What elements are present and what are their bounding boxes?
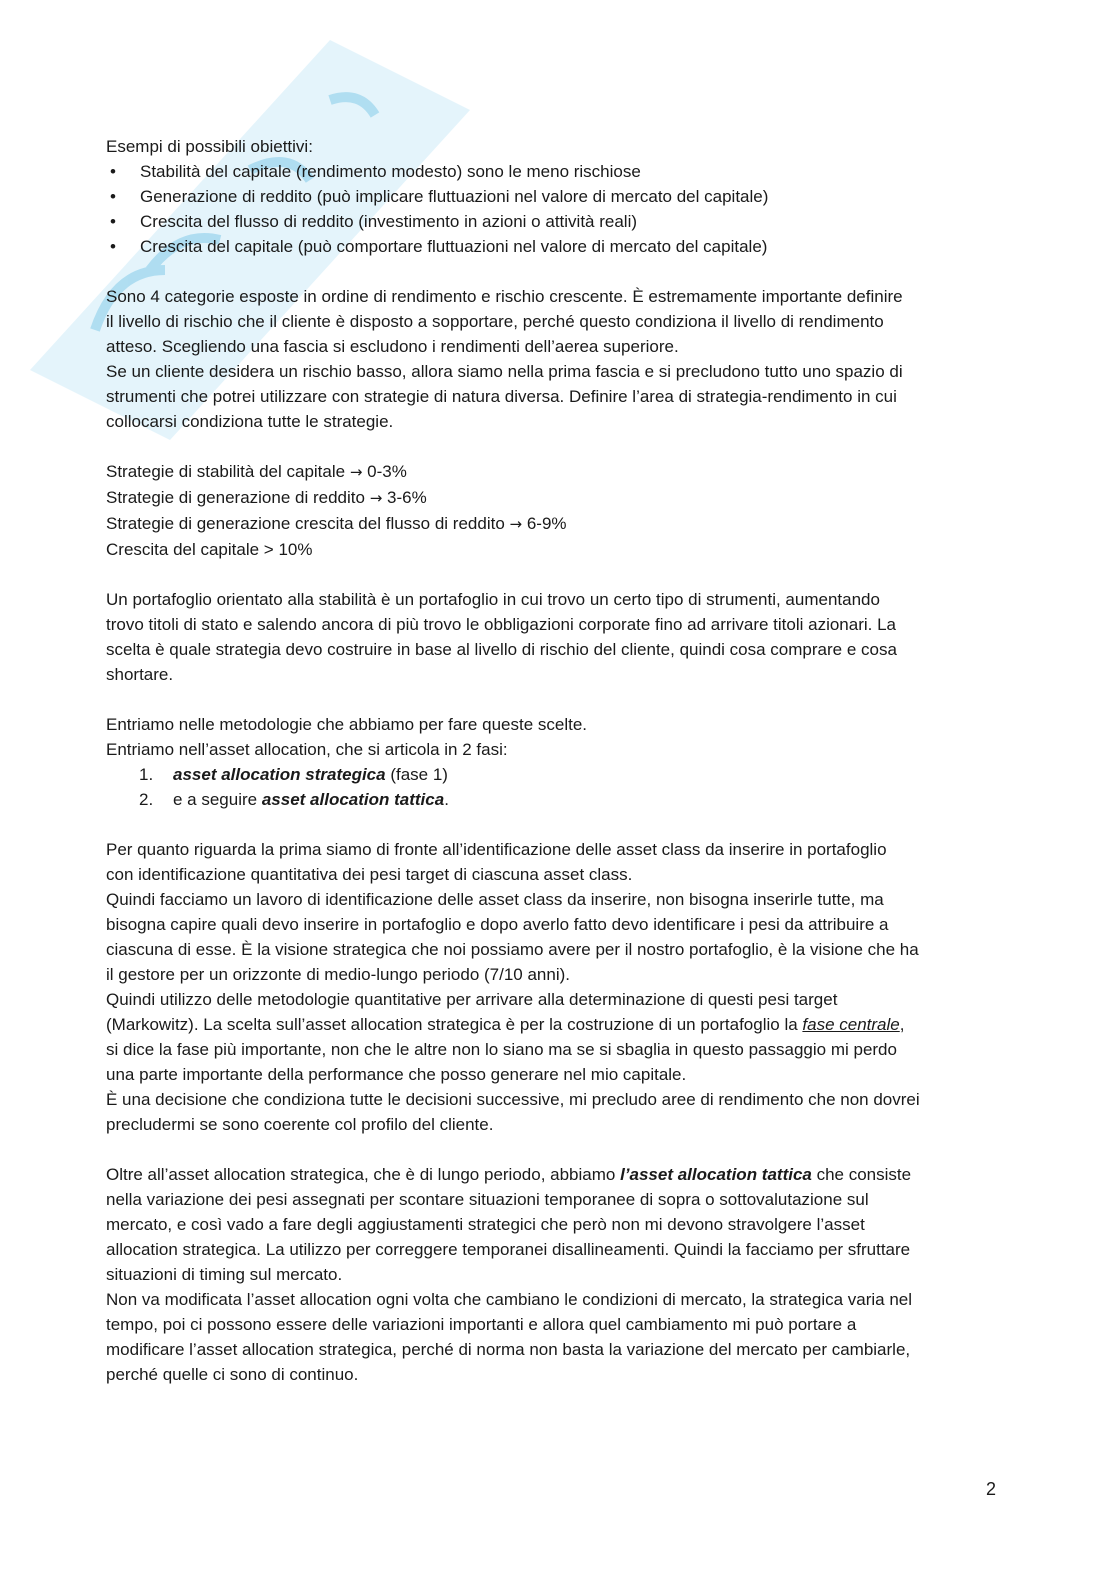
- text-line: [106, 1162, 1006, 1187]
- list-item: [106, 762, 1006, 787]
- strategy-label: Strategie di stabilità del capitale: [106, 462, 346, 481]
- text-line: È una decisione che condiziona tutte le decisioni successive, mi precludo aree di rendimento che non dovrei: [106, 1090, 920, 1109]
- list-item: • Crescita del flusso di reddito (investimento in azioni o attività reali): [106, 209, 1006, 234]
- list-item: • Generazione di reddito (può implicare fluttuazioni nel valore di mercato del capitale): [106, 184, 1006, 209]
- text-fragment: che consiste: [811, 1165, 912, 1184]
- strategy-label: Strategie di generazione crescita del flusso di reddito: [106, 514, 505, 533]
- text-line: Quindi utilizzo delle metodologie quantitative per arrivare alla determinazione di questi pesi target: [106, 990, 838, 1009]
- text-line: strumenti che potrei utilizzare con strategie di natura diversa. Definire l’area di strategia-rendimento in cui: [106, 387, 897, 406]
- text-line: trovo titoli di stato e salendo ancora di più trovo le obbligazioni corporate fino ad arrivare titoli azionari. La: [106, 615, 897, 634]
- emphasis-text: fase centrale: [802, 1015, 900, 1034]
- paragraph-portfolio: [106, 587, 1006, 687]
- text-line: collocarsi condiziona tutte le strategie.: [106, 412, 394, 431]
- text-line: shortare.: [106, 665, 174, 684]
- text-line: il gestore per un orizzonte di medio-lungo periodo (7/10 anni).: [106, 965, 570, 984]
- document-body: [106, 134, 1006, 1387]
- text-line: una parte importante della performance che posso generare nel mio capitale.: [106, 1065, 687, 1084]
- paragraph-strategic: [106, 837, 1006, 1137]
- strategy-line: Crescita del capitale > 10%: [106, 540, 313, 559]
- text-line: con identificazione quantitativa dei pesi target di ciascuna asset class.: [106, 865, 633, 884]
- text-line: Se un cliente desidera un rischio basso, allora siamo nella prima fascia e si precludono tutto uno spazio di: [106, 362, 903, 381]
- text-line: atteso. Scegliendo una fascia si escludono i rendimenti dell’aerea superiore.: [106, 337, 679, 356]
- arrow-right-icon: →: [369, 489, 383, 507]
- text-line: precludermi se sono coerente col profilo del cliente.: [106, 1115, 494, 1134]
- text-fragment: ,: [899, 1015, 905, 1034]
- emphasis-text: l’asset allocation tattica: [620, 1165, 812, 1184]
- text-line: Quindi facciamo un lavoro di identificazione delle asset class da inserire, non bisogna inserirle tutte, ma: [106, 890, 884, 909]
- strategy-label: Strategie di generazione di reddito: [106, 488, 365, 507]
- strategy-line: [106, 511, 1006, 537]
- text-line: tempo, poi ci possono essere delle variazioni importanti e allora quel cambiamento mi può portare a: [106, 1315, 857, 1334]
- text-line: Un portafoglio orientato alla stabilità è un portafoglio in cui trovo un certo tipo di strumenti, aumentando: [106, 590, 880, 609]
- page-number: 2: [986, 1479, 997, 1499]
- text-line: perché quelle ci sono di continuo.: [106, 1365, 359, 1384]
- paragraph-categories: [106, 284, 1006, 434]
- list-item: [106, 787, 1006, 812]
- text-line: nella variazione dei pesi assegnati per scontare situazioni temporanee di sopra o sottovalutazione sul: [106, 1190, 869, 1209]
- text-line: scelta è quale strategia devo costruire in base al livello di rischio del cliente, quindi cosa comprare e cosa: [106, 640, 897, 659]
- text-fragment: (Markowitz). La scelta sull’asset allocation strategica è per la costruzione di un portafoglio la: [106, 1015, 803, 1034]
- text-line: si dice la fase più importante, non che le altre non lo siano ma se si sbaglia in questo passaggio mi perdo: [106, 1040, 897, 1059]
- emphasis-text: asset allocation strategica: [173, 765, 386, 784]
- strategy-range: 6-9%: [526, 514, 567, 533]
- phases-list: [106, 762, 1006, 812]
- text-line: situazioni di timing sul mercato.: [106, 1265, 343, 1284]
- strategy-range: 0-3%: [367, 462, 407, 481]
- strategy-line: [106, 485, 1006, 511]
- text-line: mercato, e così vado a fare degli aggiustamenti strategici che però non mi devono stravolgere l’asset: [106, 1215, 865, 1234]
- text-line: Entriamo nell’asset allocation, che si articola in 2 fasi:: [106, 740, 508, 759]
- list-number: 1.: [139, 765, 154, 784]
- list-item: • Stabilità del capitale (rendimento modesto) sono le meno rischiose: [106, 159, 1006, 184]
- text-line: ciascuna di esse. È la visione strategica che noi possiamo avere per il nostro portafoglio, è la visione che ha: [106, 940, 919, 959]
- text-line: Non va modificata l’asset allocation ogni volta che cambiano le condizioni di mercato, la strategica varia nel: [106, 1290, 913, 1309]
- objectives-list: [106, 159, 1006, 259]
- list-number: 2.: [139, 790, 154, 809]
- emphasis-text: asset allocation tattica: [261, 790, 445, 809]
- text-line: Sono 4 categorie esposte in ordine di rendimento e rischio crescente. È estremamente importante definire: [106, 287, 903, 306]
- text-fragment: (fase 1): [385, 765, 448, 784]
- list-item: • Crescita del capitale (può comportare fluttuazioni nel valore di mercato del capitale): [106, 234, 1006, 259]
- text-line: Entriamo nelle metodologie che abbiamo per fare queste scelte.: [106, 715, 588, 734]
- paragraph-tactical: [106, 1162, 1006, 1387]
- text-line: modificare l’asset allocation strategica, perché di norma non basta la variazione del mercato per cambiarle,: [106, 1340, 911, 1359]
- text-fragment: Oltre all’asset allocation strategica, che è di lungo periodo, abbiamo: [106, 1165, 621, 1184]
- text-line: allocation strategica. La utilizzo per correggere temporanei disallineamenti. Quindi la facciamo per sfruttare: [106, 1240, 911, 1259]
- strategy-line: [106, 459, 1006, 485]
- text-fragment: .: [444, 790, 449, 809]
- strategy-range: 3-6%: [387, 488, 427, 507]
- text-line: [106, 1012, 1006, 1037]
- text-line: Per quanto riguarda la prima siamo di fronte all’identificazione delle asset class da inserire in portafoglio: [106, 840, 887, 859]
- text-line: il livello di rischio che il cliente è disposto a sopportare, perché questo condiziona il livello di rendimento: [106, 312, 884, 331]
- text-fragment: e a seguire: [173, 790, 262, 809]
- arrow-right-icon: →: [509, 515, 523, 533]
- objectives-heading: Esempi di possibili obiettivi:: [106, 137, 313, 156]
- strategies-list: [106, 459, 1006, 562]
- text-line: bisogna capire quali devo inserire in portafoglio e dopo averlo fatto devo identificare i pesi da attribuire a: [106, 915, 889, 934]
- arrow-right-icon: →: [349, 463, 363, 481]
